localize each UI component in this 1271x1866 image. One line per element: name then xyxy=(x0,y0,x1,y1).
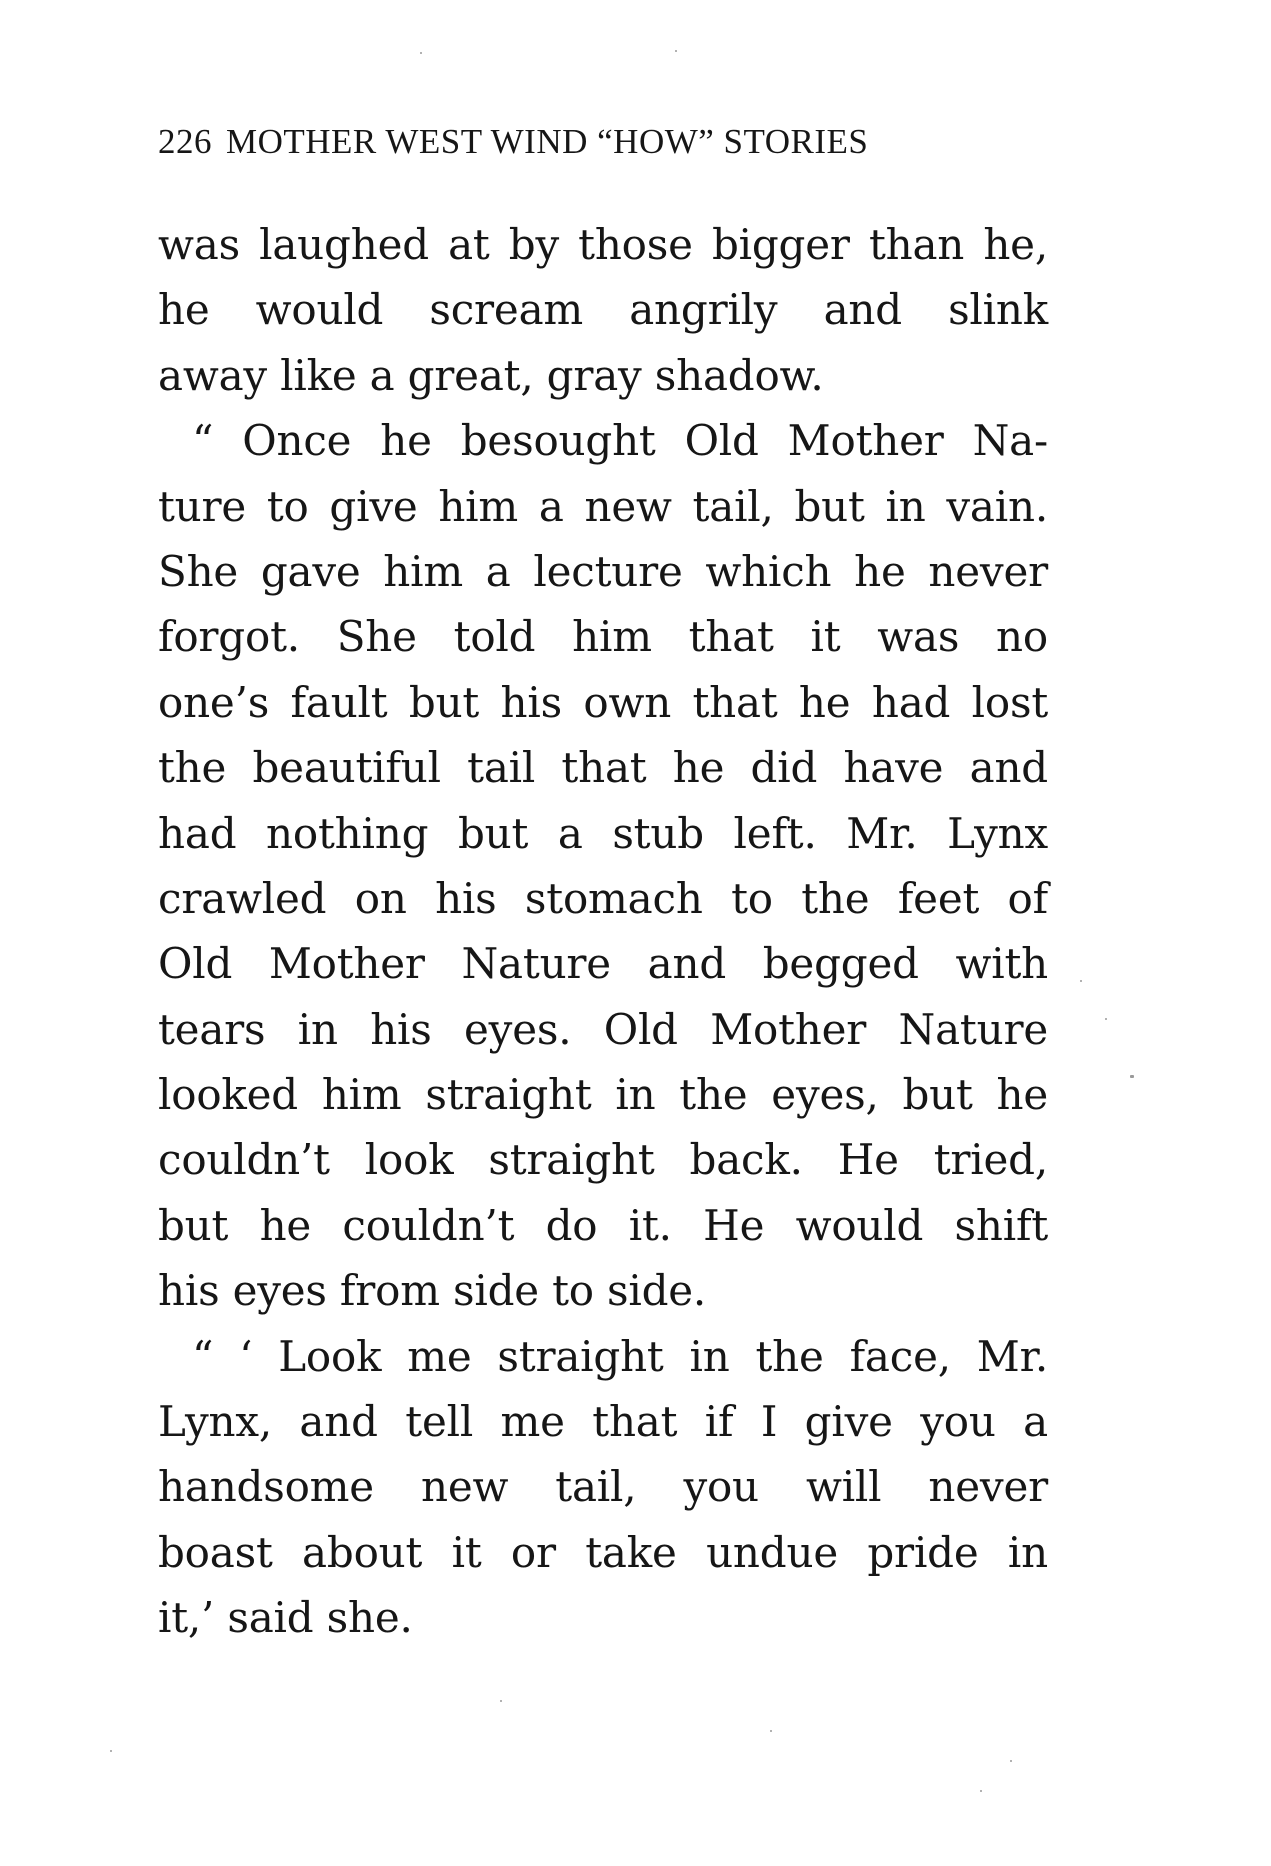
text-line: he would scream angrily and slink xyxy=(158,285,1048,335)
text-line: it,’ said she. xyxy=(158,1593,413,1643)
running-title: MOTHER WEST WIND “HOW” STORIES xyxy=(226,122,869,161)
text-line: away like a great, gray shadow. xyxy=(158,350,824,400)
scan-speck xyxy=(420,52,422,54)
scan-speck xyxy=(110,1750,112,1752)
text-line: “ ‘ Look me straight in the face, Mr. xyxy=(192,1331,1048,1381)
body-text xyxy=(158,212,1048,1651)
scan-speck xyxy=(980,1790,982,1792)
page-number: 226 xyxy=(158,122,212,161)
text-line: “ Once he besought Old Mother Na- xyxy=(192,416,1048,466)
scan-speck xyxy=(1080,980,1082,982)
text-line: looked him straight in the eyes, but he xyxy=(158,1070,1048,1120)
scan-speck xyxy=(1130,1075,1134,1078)
text-line: crawled on his stomach to the feet of xyxy=(158,873,1048,923)
scan-speck xyxy=(500,1700,502,1702)
text-line: had nothing but a stub left. Mr. Lynx xyxy=(158,808,1048,858)
text-line: She gave him a lecture which he never xyxy=(158,546,1048,596)
text-line: couldn’t look straight back. He tried, xyxy=(158,1135,1048,1185)
text-line: forgot. She told him that it was no xyxy=(158,612,1048,662)
text-line: handsome new tail, you will never xyxy=(158,1462,1048,1512)
text-line: Old Mother Nature and begged with xyxy=(158,939,1048,989)
text-line: boast about it or take undue pride in xyxy=(158,1527,1048,1577)
text-line: but he couldn’t do it. He would shift xyxy=(158,1200,1048,1250)
text-line: tears in his eyes. Old Mother Nature xyxy=(158,1004,1048,1054)
scan-speck xyxy=(770,1730,772,1732)
scan-speck xyxy=(1105,1018,1107,1020)
text-line: the beautiful tail that he did have and xyxy=(158,743,1048,793)
text-line: Lynx, and tell me that if I give you a xyxy=(158,1397,1048,1447)
scan-speck xyxy=(1010,1760,1012,1762)
scan-speck xyxy=(675,50,677,52)
text-line: his eyes from side to side. xyxy=(158,1266,707,1316)
text-line: one’s fault but his own that he had lost xyxy=(158,677,1048,727)
text-line: was laughed at by those bigger than he, xyxy=(158,220,1048,269)
running-head xyxy=(158,120,1048,164)
text-line: ture to give him a new tail, but in vain. xyxy=(158,481,1048,531)
